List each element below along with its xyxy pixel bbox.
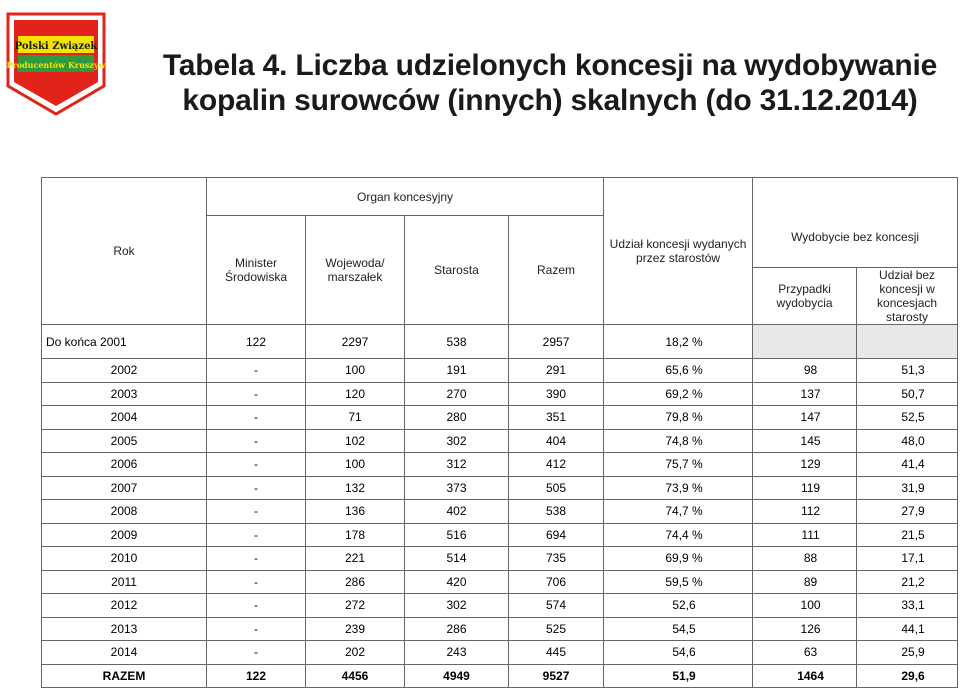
table-cell: 9527 <box>509 664 604 688</box>
table-row <box>42 453 958 477</box>
table-cell: - <box>207 476 306 500</box>
table-cell: 52,6 <box>604 594 753 618</box>
table-cell: - <box>207 594 306 618</box>
table-cell: - <box>207 382 306 406</box>
table-cell: 74,8 % <box>604 429 753 453</box>
table-cell: 280 <box>405 406 509 430</box>
table-cell: 239 <box>306 617 405 641</box>
table-cell: 52,5 <box>857 406 958 430</box>
table-cell: 243 <box>405 641 509 665</box>
table-cell: 137 <box>753 382 857 406</box>
table-cell: - <box>207 359 306 383</box>
table-cell: - <box>207 570 306 594</box>
table-cell <box>753 325 857 359</box>
table-cell: 2011 <box>42 570 207 594</box>
header-minister: Minister Środowiska <box>207 216 306 325</box>
table-cell: - <box>207 429 306 453</box>
table-cell: 735 <box>509 547 604 571</box>
table-cell: 2012 <box>42 594 207 618</box>
table-cell: 373 <box>405 476 509 500</box>
table-cell: RAZEM <box>42 664 207 688</box>
table-cell: 514 <box>405 547 509 571</box>
table-cell: 404 <box>509 429 604 453</box>
table-cell: 111 <box>753 523 857 547</box>
table-cell: 147 <box>753 406 857 430</box>
table-cell: 44,1 <box>857 617 958 641</box>
table-cell: - <box>207 617 306 641</box>
header-udzial: Udział koncesji wydanych przez starostów <box>604 178 753 325</box>
table-cell: 112 <box>753 500 857 524</box>
header-starosta: Starosta <box>405 216 509 325</box>
table-cell: 27,9 <box>857 500 958 524</box>
table-cell: 1464 <box>753 664 857 688</box>
header-wojewoda: Wojewoda/ marszałek <box>306 216 405 325</box>
table-cell: 286 <box>405 617 509 641</box>
table-cell: 132 <box>306 476 405 500</box>
header-rok: Rok <box>42 178 207 325</box>
table-cell: 272 <box>306 594 405 618</box>
table-row <box>42 406 958 430</box>
table-cell: 2957 <box>509 325 604 359</box>
table-cell: 69,9 % <box>604 547 753 571</box>
table-row <box>42 500 958 524</box>
table-cell: 100 <box>753 594 857 618</box>
table-cell: 2006 <box>42 453 207 477</box>
table-cell: 2002 <box>42 359 207 383</box>
table-row <box>42 523 958 547</box>
table-cell: 402 <box>405 500 509 524</box>
table-cell: 18,2 % <box>604 325 753 359</box>
table-cell: 302 <box>405 594 509 618</box>
table-cell: 122 <box>207 325 306 359</box>
table-cell: Do końca 2001 <box>42 325 207 359</box>
title-line-1: Tabela 4. Liczba udzielonych koncesji na wydobywanie <box>162 49 938 82</box>
table-cell: 17,1 <box>857 547 958 571</box>
table-cell: 50,7 <box>857 382 958 406</box>
table-cell: 119 <box>753 476 857 500</box>
table-cell: 100 <box>306 359 405 383</box>
table-cell: 73,9 % <box>604 476 753 500</box>
table-cell: 74,4 % <box>604 523 753 547</box>
table-cell: - <box>207 500 306 524</box>
table-cell: 694 <box>509 523 604 547</box>
table-cell: 202 <box>306 641 405 665</box>
table-cell: 351 <box>509 406 604 430</box>
table-row <box>42 325 958 359</box>
table-cell: - <box>207 406 306 430</box>
table-cell: 191 <box>405 359 509 383</box>
header-organ: Organ koncesyjny <box>207 178 604 216</box>
table-cell: 2013 <box>42 617 207 641</box>
table-row <box>42 382 958 406</box>
table-cell: 302 <box>405 429 509 453</box>
table-row <box>42 429 958 453</box>
table-cell: 122 <box>207 664 306 688</box>
table-cell: 516 <box>405 523 509 547</box>
logo-text-line1: Polski Związek <box>14 41 98 52</box>
table-cell: 74,7 % <box>604 500 753 524</box>
table-cell: 286 <box>306 570 405 594</box>
table-cell: - <box>207 547 306 571</box>
table-cell: 98 <box>753 359 857 383</box>
header-przypadki: Przypadki wydobycia <box>753 268 857 325</box>
table-cell: 65,6 % <box>604 359 753 383</box>
table-cell: 54,5 <box>604 617 753 641</box>
table-cell: 270 <box>405 382 509 406</box>
table-cell: 59,5 % <box>604 570 753 594</box>
table-cell: 4949 <box>405 664 509 688</box>
table-cell: 25,9 <box>857 641 958 665</box>
title-line-2: kopalin surowców (innych) skalnych (do 31.12.2014) <box>182 84 918 117</box>
page-title <box>150 48 950 118</box>
table-cell: 445 <box>509 641 604 665</box>
table-cell: 51,3 <box>857 359 958 383</box>
table-cell: - <box>207 523 306 547</box>
table-cell: 412 <box>509 453 604 477</box>
table-cell <box>857 325 958 359</box>
table-cell: 41,4 <box>857 453 958 477</box>
table-cell: 48,0 <box>857 429 958 453</box>
table-cell: 538 <box>405 325 509 359</box>
table-row <box>42 617 958 641</box>
table-cell: - <box>207 641 306 665</box>
table-cell: 538 <box>509 500 604 524</box>
table-cell: 21,2 <box>857 570 958 594</box>
table-cell: 75,7 % <box>604 453 753 477</box>
table-row <box>42 641 958 665</box>
table-cell: 54,6 <box>604 641 753 665</box>
table-cell: 390 <box>509 382 604 406</box>
table-row <box>42 547 958 571</box>
table-cell: 178 <box>306 523 405 547</box>
total-row <box>42 664 958 688</box>
table-cell: 2009 <box>42 523 207 547</box>
table-row <box>42 359 958 383</box>
table-cell: 29,6 <box>857 664 958 688</box>
table-cell: 4456 <box>306 664 405 688</box>
table-cell: 706 <box>509 570 604 594</box>
table-cell: 51,9 <box>604 664 753 688</box>
header-razem: Razem <box>509 216 604 325</box>
table-cell: 420 <box>405 570 509 594</box>
table-row <box>42 476 958 500</box>
table-row <box>42 594 958 618</box>
table-cell: 136 <box>306 500 405 524</box>
table-cell: 505 <box>509 476 604 500</box>
table-cell: 79,8 % <box>604 406 753 430</box>
concessions-table <box>41 177 958 688</box>
table-cell: 126 <box>753 617 857 641</box>
table-cell: 129 <box>753 453 857 477</box>
table-cell: 291 <box>509 359 604 383</box>
header-wydobycie: Wydobycie bez koncesji <box>753 178 958 268</box>
table-cell: 525 <box>509 617 604 641</box>
table-cell: 21,5 <box>857 523 958 547</box>
table-cell: 2008 <box>42 500 207 524</box>
table-cell: 2297 <box>306 325 405 359</box>
table-cell: 63 <box>753 641 857 665</box>
table-cell: 2014 <box>42 641 207 665</box>
table-cell: 89 <box>753 570 857 594</box>
association-logo <box>6 12 110 116</box>
table-cell: 88 <box>753 547 857 571</box>
table-cell: 2007 <box>42 476 207 500</box>
table-cell: 574 <box>509 594 604 618</box>
table-cell: 33,1 <box>857 594 958 618</box>
table-cell: 69,2 % <box>604 382 753 406</box>
table-cell: 221 <box>306 547 405 571</box>
table-cell: 145 <box>753 429 857 453</box>
header-udzial-bez: Udział bez koncesji w koncesjach starosty <box>857 268 958 325</box>
table-cell: 71 <box>306 406 405 430</box>
table-cell: 2003 <box>42 382 207 406</box>
table-cell: 100 <box>306 453 405 477</box>
table-cell: 312 <box>405 453 509 477</box>
table-cell: 2005 <box>42 429 207 453</box>
logo-text-line2: Producentów Kruszyw <box>6 60 106 70</box>
table-cell: 102 <box>306 429 405 453</box>
table-cell: 2010 <box>42 547 207 571</box>
table-cell: 2004 <box>42 406 207 430</box>
table-cell: 31,9 <box>857 476 958 500</box>
table-cell: 120 <box>306 382 405 406</box>
table-row <box>42 570 958 594</box>
table-cell: - <box>207 453 306 477</box>
